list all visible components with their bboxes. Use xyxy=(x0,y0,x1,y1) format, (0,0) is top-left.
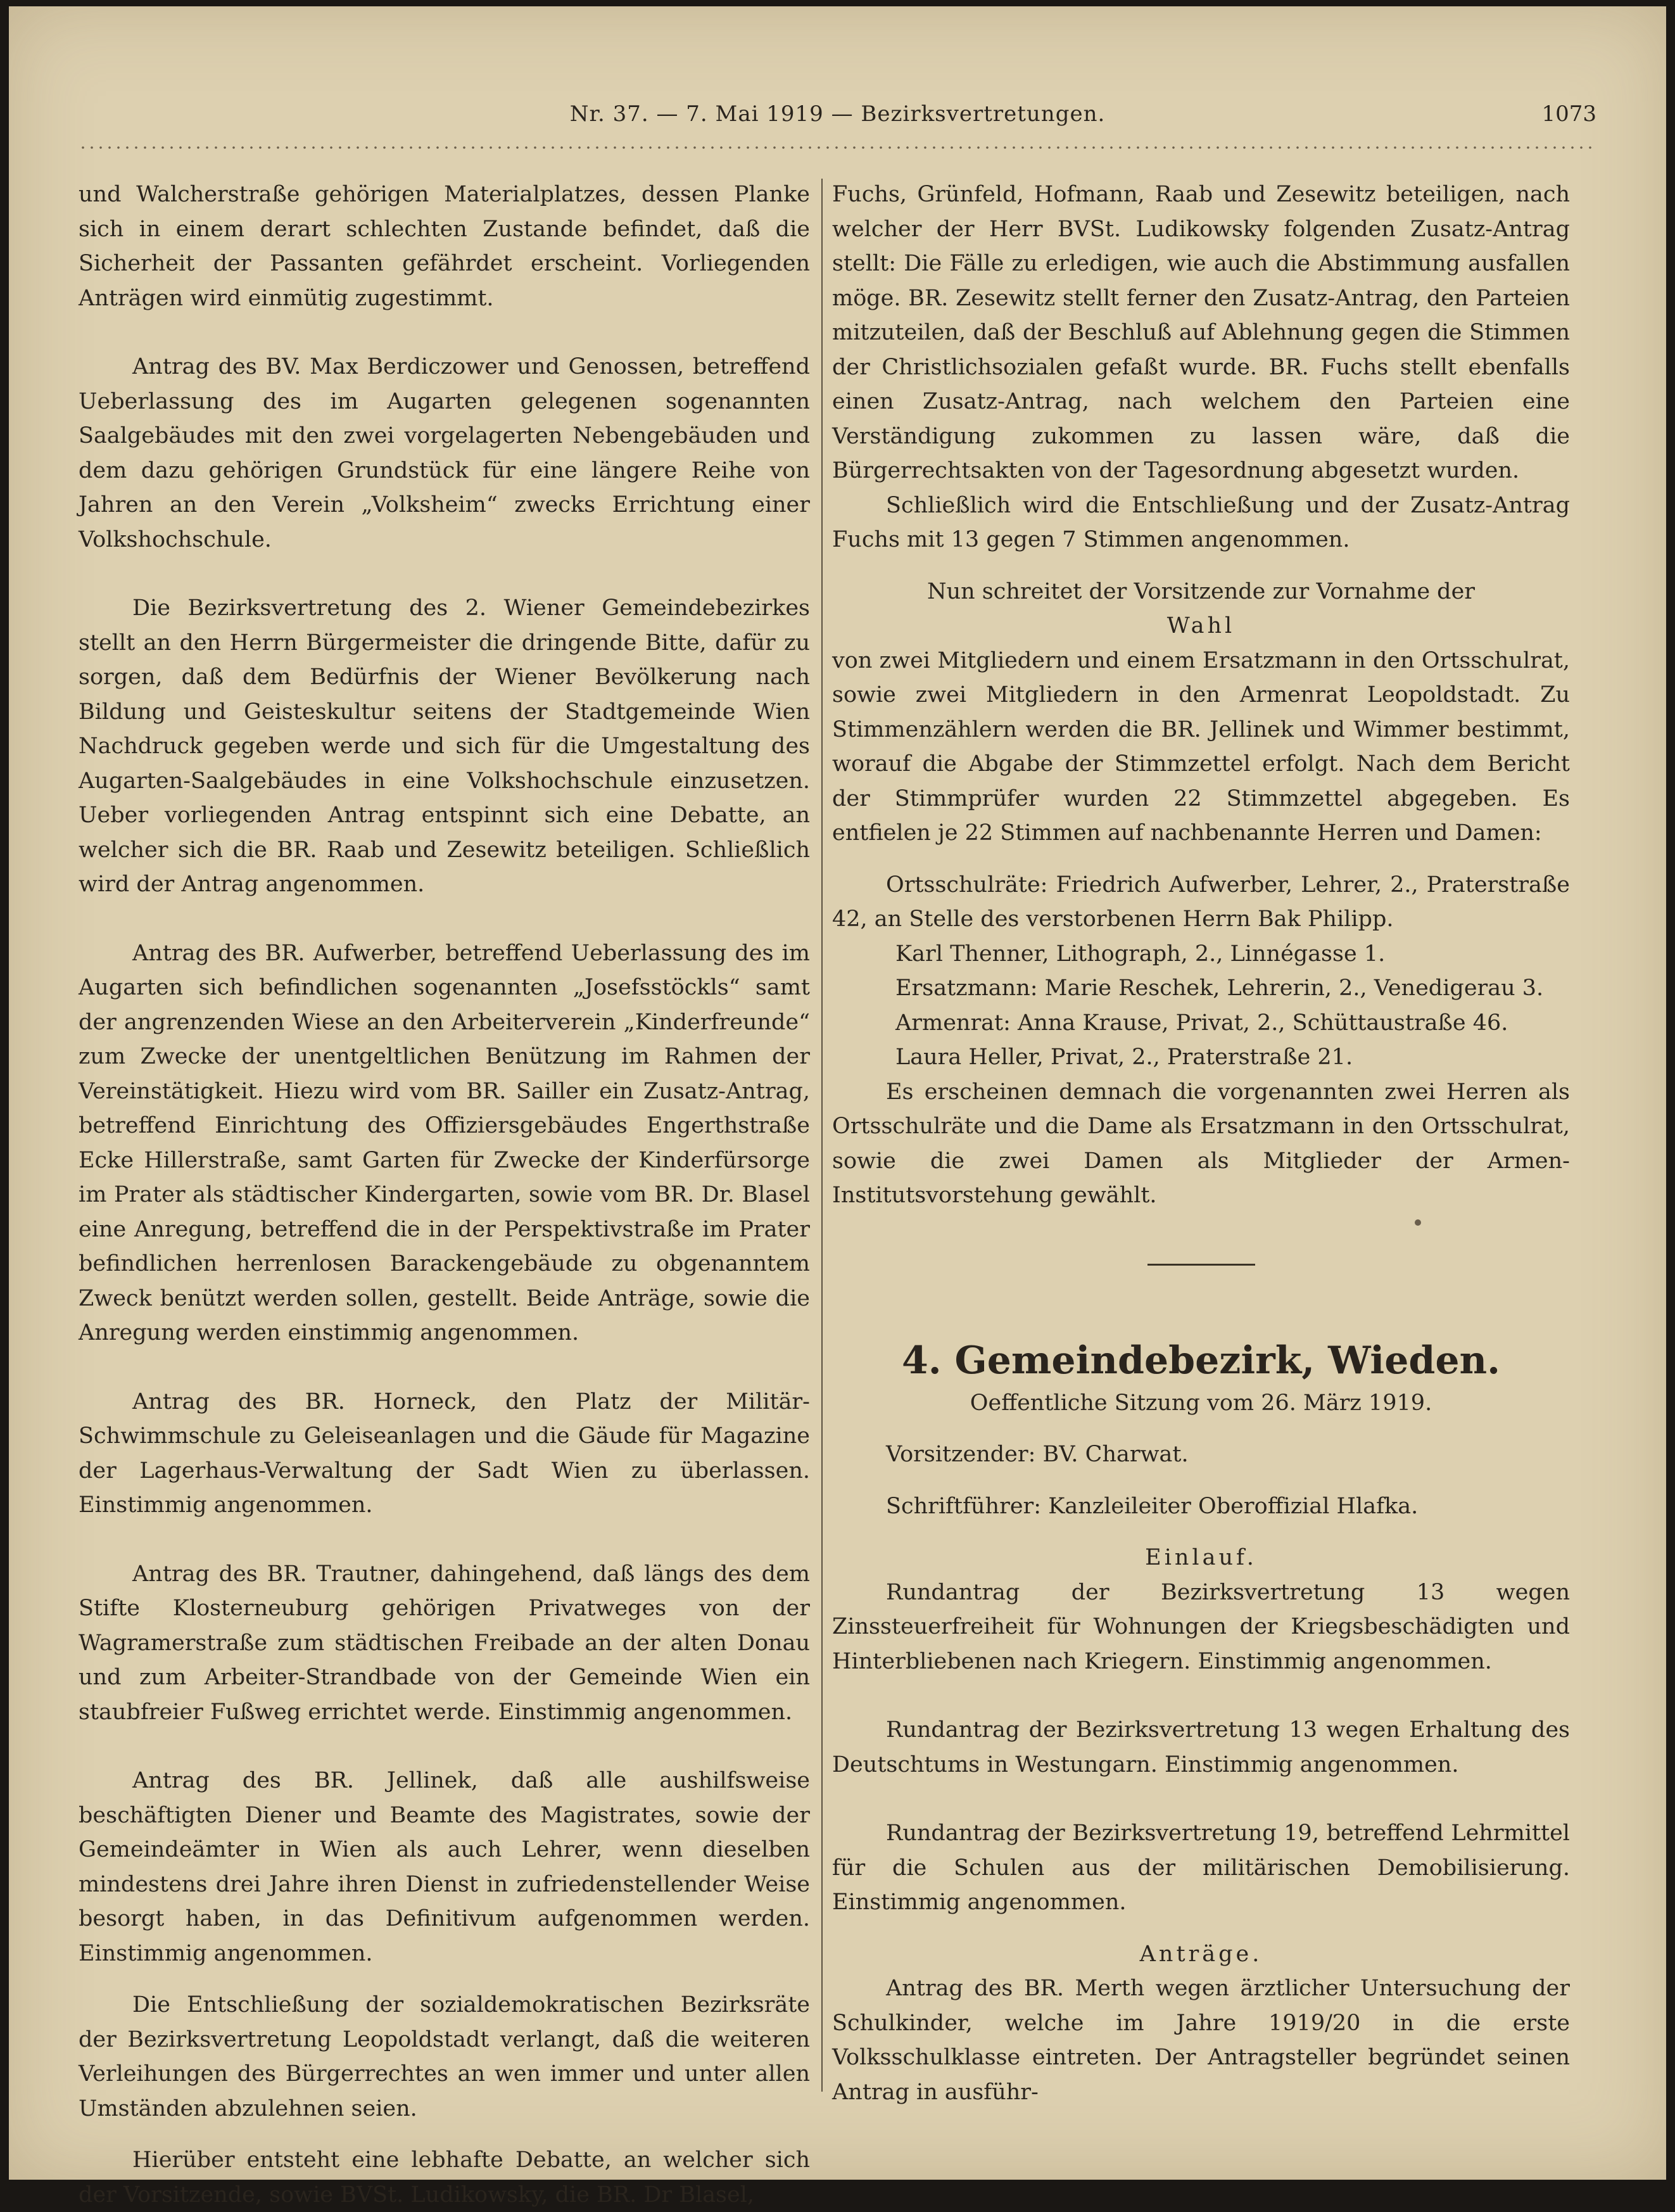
einlauf-item: Rundantrag der Bezirksvertretung 13 wegen Zinssteuerfreiheit für Wohnungen der Kriegsbeschädigten und Hinterbliebenen nach Kriegern. Einstimmig angenommen. xyxy=(832,1579,1570,1674)
paragraph: Antrag des BR. Trautner, dahingehend, daß längs des dem Stifte Klosterneuburg gehörigen Privatweges von der Wagramerstraße zum städtischen Freibade an der alten Donau und zum Arbeiter-Strandbade von der Gemeinde Wien ein staubfreier Fußweg errichtet werde. Einstimmig angenommen. xyxy=(79,1561,810,1725)
result-entry: Ersatzmann: Marie Reschek, Lehrerin, 2., Venedigerau 3. xyxy=(895,976,1544,1001)
einlauf-heading: Einlauf. xyxy=(1145,1545,1257,1570)
paragraph: Antrag des BR. Jellinek, daß alle aushilfsweise beschäftigten Diener und Beamte des Magistrates, sowie der Gemeindeämter in Wien als auch Lehrer, wenn dieselben mindestens drei Jahre ihren Dienst in zufriedenstellender Weise besorgt haben, in das Definitivum aufgenommen werden. Einstimmig angenommen. xyxy=(79,1768,810,1966)
paragraph: Antrag des BR. Horneck, den Platz der Militär-Schwimmschule zu Geleiseanlagen und die Gäude für Magazine der Lagerhaus-Verwaltung der Sadt Wien zu überlassen. Einstimmig angenommen. xyxy=(79,1389,810,1518)
paragraph: Antrag des BV. Max Berdiczower und Genossen, betreffend Ueberlassung des im Augarten gelegenen sogenannten Saalgebäudes mit den zwei vorgelagerten Nebengebäuden und dem dazu gehörigen Grundstück für eine längere Reihe von Jahren an den Verein „Volksheim“ zwecks Errichtung einer Volkshochschule. xyxy=(79,354,810,552)
header-dotted-rule xyxy=(79,144,1596,151)
chair-line: Vorsitzender: BV. Charwat. xyxy=(886,1442,1189,1467)
election-intro: Nun schreitet der Vorsitzende zur Vornahme der xyxy=(926,578,1476,604)
paragraph: Die Entschließung der sozialdemokratischen Bezirksräte der Bezirksvertretung Leopoldstadt verlangt, daß die weiteren Verleihungen des Bürgerrechtes an wen immer und unter allen Umständen abzulehnen seien. xyxy=(79,1992,810,2121)
antrag-item: Antrag des BR. Merth wegen ärztlicher Untersuchung der Schulkinder, welche im Jahre 1919/20 in die erste Volksschulklasse eintreten. Der Antragsteller begründet seinen Antrag in ausführ- xyxy=(832,1976,1570,2105)
running-title: Nr. 37. — 7. Mai 1919 — Bezirksvertretungen. xyxy=(569,101,1106,127)
einlauf-item: Rundantrag der Bezirksvertretung 13 wegen Erhaltung des Deutschtums in Westungarn. Einstimmig angenommen. xyxy=(832,1717,1570,1777)
paragraph: und Walcherstraße gehörigen Materialplatzes, dessen Planke sich in einem derart schlechten Zustande befindet, daß die Sicherheit der Passanten gefährdet erscheint. Vorliegenden Anträgen wird einmütig zugestimmt. xyxy=(79,182,810,311)
result-entry: Armenrat: Anna Krause, Privat, 2., Schüttaustraße 46. xyxy=(895,1010,1508,1036)
paragraph: Fuchs, Grünfeld, Hofmann, Raab und Zesewitz beteiligen, nach welcher der Herr BVSt. Ludikowsky folgenden Zusatz-Antrag stellt: Die Fälle zu erledigen, wie auch die Abstimmung ausfallen möge. BR. Zesewitz stellt ferner den Zusatz-Antrag, den Parteien mitzuteilen, daß der Beschluß auf Ablehnung gegen die Stimmen der Christlichsozialen gefaßt wurde. BR. Fuchs stellt ebenfalls einen Zusatz-Antrag, nach welchem den Parteien eine Verständigung zukommen zu lassen wäre, daß die Bürgerrechtsakten von der Tagesordnung abgesetzt wurden. xyxy=(832,182,1570,483)
election-heading: Wahl xyxy=(1166,613,1236,639)
paragraph: Die Bezirksvertretung des 2. Wiener Gemeindebezirkes stellt an den Herrn Bürgermeister die dringende Bitte, dafür zu sorgen, daß dem Bedürfnis der Wiener Bevölkerung nach Bildung und Geisteskultur seitens der Stadtgemeinde Wien Nachdruck gegeben werde und sich für die Umgestaltung des Augarten-Saalgebäudes in eine Volkshochschule einzusetzen. Ueber vorliegenden Antrag entspinnt sich eine Debatte, an welcher sich die BR. Raab und Zesewitz beteiligen. Schließlich wird der Antrag angenommen. xyxy=(79,595,810,897)
result-entry: Ortsschulräte: Friedrich Aufwerber, Lehrer, 2., Praterstraße 42, an Stelle des verstorbenen Herrn Bak Philipp. xyxy=(832,872,1570,932)
right-column xyxy=(832,177,1570,2109)
running-head xyxy=(79,101,1596,146)
left-column xyxy=(79,177,810,2212)
secretary-line: Schriftführer: Kanzleileiter Oberoffizial Hlafka. xyxy=(886,1493,1419,1519)
section-rule xyxy=(1147,1264,1255,1266)
result-entry: Karl Thenner, Lithograph, 2., Linnégasse 1. xyxy=(895,941,1386,967)
paragraph: Schließlich wird die Entschließung und der Zusatz-Antrag Fuchs mit 13 gegen 7 Stimmen angenommen. xyxy=(832,492,1570,552)
page-number: 1073 xyxy=(1541,101,1596,127)
paragraph: Hierüber entsteht eine lebhafte Debatte, an welcher sich der Vorsitzende, sowie BVSt. Ludikowsky, die BR. Dr Blasel, xyxy=(79,2147,810,2208)
newspaper-page xyxy=(9,6,1666,2208)
paragraph: Antrag des BR. Aufwerber, betreffend Ueberlassung des im Augarten sich befindlichen sogenannten „Josefsstöckls“ samt der angrenzenden Wiese an den Arbeiterverein „Kinderfreunde“ zum Zwecke der unentgeltlichen Benützung im Rahmen der Vereinstätigkeit. Hiezu wird vom BR. Sailler ein Zusatz-Antrag, betreffend Einrichtung des Offiziersgebäudes Engerthstraße Ecke Hillerstraße, samt Garten für Zwecke der Kinderfürsorge im Prater als städtischer Kindergarten, sowie vom BR. Dr. Blasel eine Anregung, betreffend die in der Perspektivstraße im Prater befindlichen herrenlosen Barackengebäude zu obgenanntem Zweck benützt werden sollen, gestellt. Beide Anträge, sowie die Anregung werden einstimmig angenommen. xyxy=(79,940,810,1345)
column-divider xyxy=(821,179,823,2092)
session-line: Oeffentliche Sitzung vom 26. März 1919. xyxy=(970,1390,1432,1416)
antraege-heading: Anträge. xyxy=(1139,1941,1263,1967)
ornament-dot xyxy=(1415,1219,1421,1226)
paragraph: von zwei Mitgliedern und einem Ersatzmann in den Ortsschulrat, sowie zwei Mitgliedern in den Armenrat Leopoldstadt. Zu Stimmenzählern werden die BR. Jellinek und Wimmer bestimmt, worauf die Abgabe der Stimmzettel erfolgt. Nach dem Bericht der Stimmprüfer wurden 22 Stimmzettel abgegeben. Es entfielen je 22 Stimmen auf nachbenannte Herren und Damen: xyxy=(832,647,1570,846)
paragraph: Es erscheinen demnach die vorgenannten zwei Herren als Ortsschulräte und die Dame als Ersatzmann in den Ortsschulrat, sowie die zwei Damen als Mitglieder der Armen-Institutsvorstehung gewählt. xyxy=(832,1079,1570,1208)
section-title: 4. Gemeindebezirk, Wieden. xyxy=(901,1338,1501,1383)
einlauf-item: Rundantrag der Bezirksvertretung 19, betreffend Lehrmittel für die Schulen aus der militärischen Demobilisierung. Einstimmig angenommen. xyxy=(832,1821,1570,1915)
result-entry: Laura Heller, Privat, 2., Praterstraße 21. xyxy=(895,1045,1353,1070)
